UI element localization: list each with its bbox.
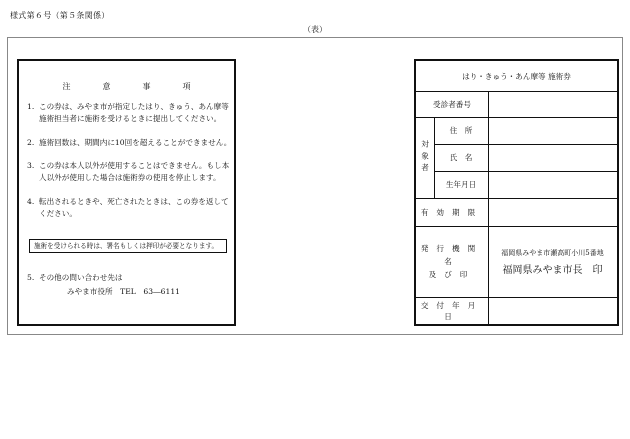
side-label: （表） [303, 25, 327, 34]
issuer-value [488, 226, 617, 297]
signature-note-box: 施術を受けられる時は、署名もしくは押印が必要となります。 [29, 239, 227, 253]
contact-item [27, 272, 233, 284]
notice-title: 注 意 事 項 [62, 82, 203, 91]
validity-label: 有効期限 [420, 207, 484, 217]
subject-label-text: 対象者 [420, 140, 430, 175]
subject-label [416, 117, 434, 198]
issuer-label-line-1: 発行機関名 [420, 244, 484, 266]
notice-item-text: この券は、みやま市が指定したはり、きゅう、あん摩等施術担当者に施術を受けるときに提出してください。 [39, 102, 229, 123]
notice-item-4 [27, 196, 233, 220]
notice-item-3 [27, 160, 233, 184]
birthdate-label: 生年月日 [445, 180, 477, 189]
validity-value[interactable] [488, 198, 617, 226]
name-value[interactable] [488, 144, 617, 171]
contact-item-text: その他の問い合わせ先は [39, 273, 123, 282]
notice-item-text: 転出されるときや、死亡されたときは、この券を返してください。 [39, 197, 229, 218]
address-label: 住 所 [449, 126, 473, 135]
name-label: 氏 名 [449, 153, 473, 162]
recipient-number-value[interactable] [488, 91, 617, 117]
issuer-address: 福岡県みやま市瀬高町小川5番地 [501, 248, 604, 257]
notice-item-number: 3. [27, 161, 35, 170]
notice-item-1 [27, 101, 233, 125]
issue-date-label: 交付年月日 [420, 300, 484, 321]
issuer-label-line-2: 及び印 [428, 270, 476, 279]
treatment-ticket [414, 59, 619, 326]
notice-item-text: この券は本人以外が使用することはできません。もし本人以外が使用した場合は施術券の使用を停止します。 [39, 161, 230, 182]
notice-item-number: 4. [27, 197, 35, 206]
issuer-label [416, 226, 488, 297]
contact-item-number: 5. [27, 273, 35, 282]
address-value[interactable] [488, 117, 617, 144]
contact-office: みやま市役所 TEL 63―6111 [67, 287, 180, 296]
notice-card [17, 59, 236, 326]
notice-item-text: 施術回数は、期間内に10回を超えることができません。 [39, 138, 232, 147]
issue-date-value[interactable] [488, 297, 617, 324]
issuer-name: 福岡県みやま市長 印 [502, 264, 603, 276]
notice-item-number: 2. [27, 138, 35, 147]
notice-item-number: 1. [27, 102, 35, 111]
birthdate-value[interactable] [488, 171, 617, 198]
ticket-title: はり・きゅう・あん摩等 施術券 [462, 71, 571, 81]
recipient-number-label: 受診者番号 [433, 99, 471, 109]
form-number: 様式第６号（第５条関係） [10, 11, 110, 20]
notice-item-2 [27, 137, 233, 149]
